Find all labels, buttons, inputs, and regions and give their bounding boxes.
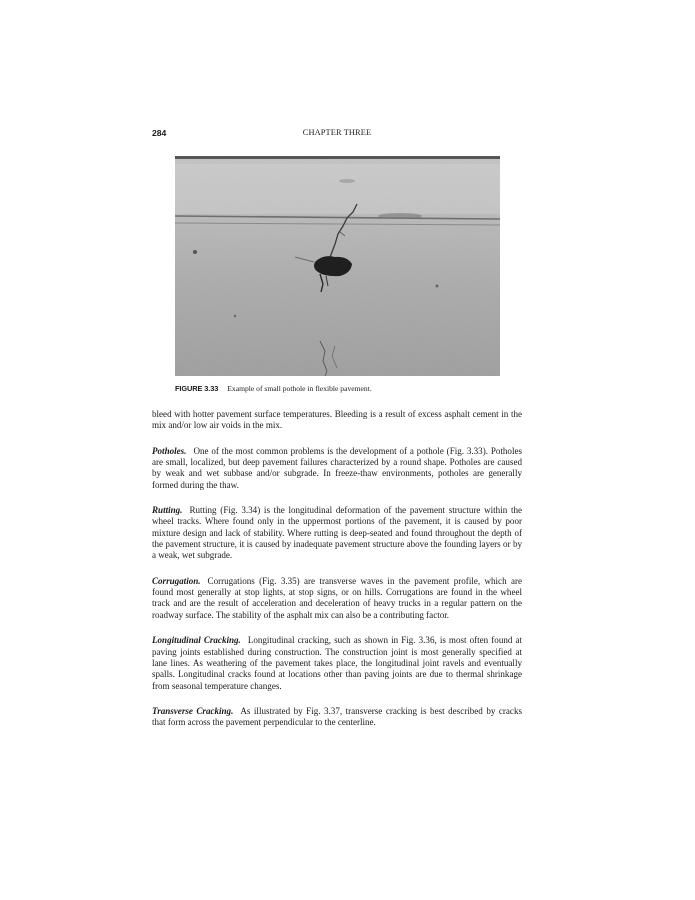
page-number: 284 xyxy=(152,128,167,138)
running-header xyxy=(152,128,522,140)
figure-label: FIGURE 3.33 xyxy=(175,384,219,393)
paragraph-text: Corrugations (Fig. 3.35) are transverse waves in the pavement profile, which are found most generally at stop lights, at stop signs, or on hills. Corrugations are found in the wheel track and are the result of acceleration and deceleration of heavy trucks in a regular pattern on the roadway surface. The stability of the asphalt mix can also be a contributing factor. xyxy=(152,575,522,620)
paragraph-term: Rutting. xyxy=(152,505,183,516)
figure-caption-text: Example of small pothole in flexible pavement. xyxy=(227,384,372,393)
body-text xyxy=(152,409,522,743)
figure-caption xyxy=(175,384,505,393)
pothole-photo-image xyxy=(175,156,500,376)
paragraph-text: bleed with hotter pavement surface temperatures. Bleeding is a result of excess asphalt cement in the mix and/or low air voids in the mix. xyxy=(152,409,522,431)
paragraph-term: Transverse Cracking. xyxy=(152,705,234,716)
paragraph-term: Corrugation. xyxy=(152,575,201,586)
paragraph-term: Longitudinal Cracking. xyxy=(152,635,241,646)
paragraph-term: Potholes. xyxy=(152,445,187,456)
paragraph-transverse-cracking xyxy=(152,706,522,729)
paragraph-potholes xyxy=(152,446,522,491)
paragraph-bleeding xyxy=(152,409,522,432)
pavement-photo xyxy=(175,156,500,376)
paragraph-text: One of the most common problems is the development of a pothole (Fig. 3.33). Potholes are small, localized, but deep pavement failures characterized by a round shape. Potholes are caused by weak and wet subbase and/or subgrade. In freeze-thaw environments, potholes are generally formed during the thaw. xyxy=(152,445,522,490)
paragraph-text: Longitudinal cracking, such as shown in Fig. 3.36, is most often found at paving joints established during construction. The construction joint is most generally specified at lane lines. As weathering of the pavement takes place, the longitudinal joint ravels and eventually spalls. Longitudinal cracks found at locations other than paving joints are due to thermal shrinkage from seasonal temperature changes. xyxy=(152,635,523,691)
paragraph-text: As illustrated by Fig. 3.37, transverse cracking is best described by cracks that form across the pavement perpendicular to the centerline. xyxy=(152,705,522,728)
paragraph-longitudinal-cracking xyxy=(152,635,522,692)
paragraph-corrugation xyxy=(152,576,522,621)
paragraph-text: Rutting (Fig. 3.34) is the longitudinal deformation of the pavement structure within the wheel tracks. Where found only in the uppermost portions of the pavement, it is caused by poor mixture design and lack of stability. Where rutting is deep-seated and found throughout the depth of the pavement structure, it is caused by inadequate pavement structure above the founding layers or by a weak, wet subgrade. xyxy=(152,505,522,561)
paragraph-rutting xyxy=(152,505,522,562)
chapter-title: CHAPTER THREE xyxy=(302,128,372,137)
